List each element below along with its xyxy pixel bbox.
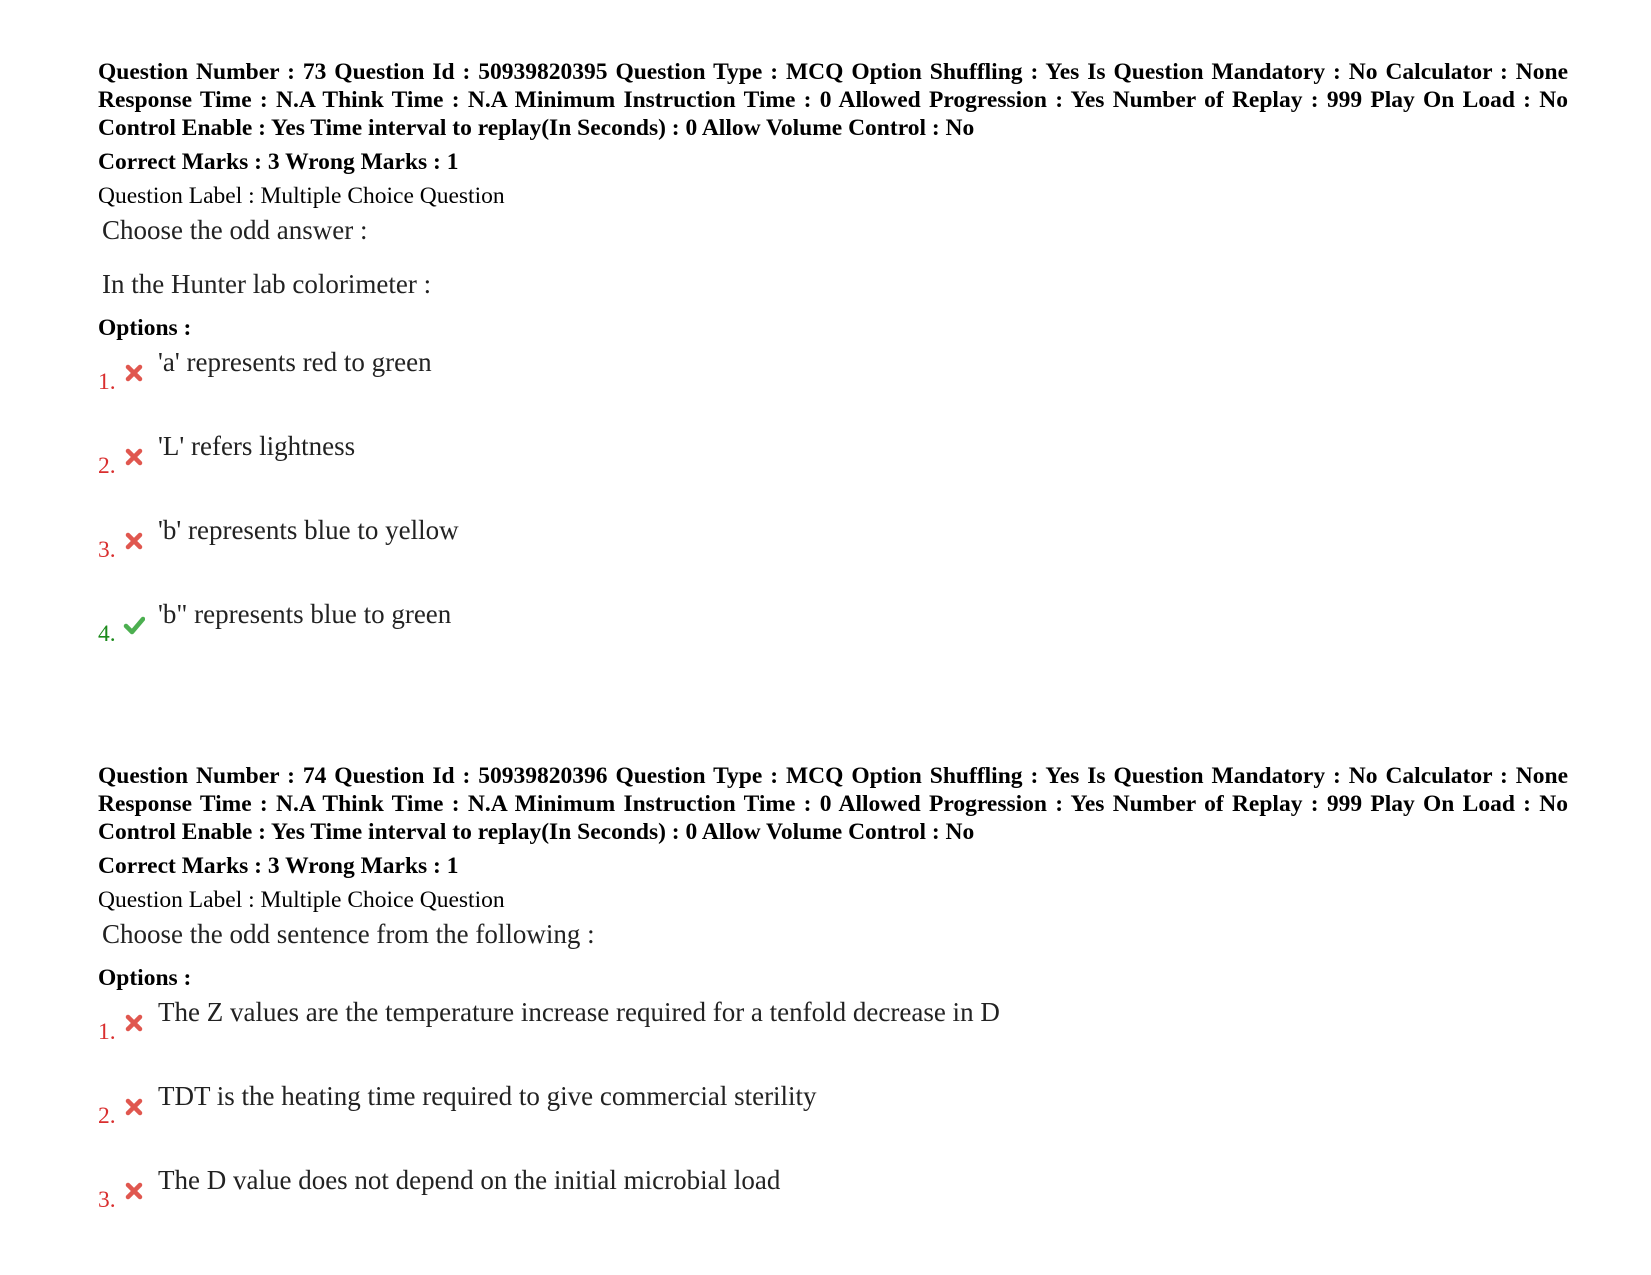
option-item [98,430,1568,514]
cross-icon [123,362,145,384]
option-number: 4. [98,621,116,647]
question-text: Choose the odd sentence from the following : [102,919,595,949]
options-list [98,346,1568,682]
check-icon [123,614,145,636]
option-number: 3. [98,537,116,563]
option-item [98,1164,1568,1248]
option-text: TDT is the heating time required to give commercial sterility [158,1081,817,1111]
option-text: 'b' represents blue to yellow [158,515,459,545]
question-meta: Question Number : 74 Question Id : 50939820396 Question Type : MCQ Option Shuffling : Yes Is Question Mandatory : No Calculator : None Response Time : N.A Think Time : N.A Minimum Instruction Time : 0 Allowed Progression : Yes Number of Replay : 999 Play On Load : No Control Enable : Yes Time interval to replay(In Seconds) : 0 Allow Volume Control : No [98,763,1568,845]
cross-icon [123,530,145,552]
question-text: In the Hunter lab colorimeter : [102,269,432,299]
cross-icon [123,1012,145,1034]
option-item [98,1080,1568,1164]
option-text: 'L' refers lightness [158,431,356,461]
option-number: 1. [98,1019,116,1045]
question-marks: Correct Marks : 3 Wrong Marks : 1 [98,853,459,879]
option-item [98,996,1568,1080]
question-paper [98,58,1568,1248]
cross-icon [123,1096,145,1118]
question-block [98,762,1568,1248]
question-text: Choose the odd answer : [102,215,368,245]
question-meta: Question Number : 73 Question Id : 50939820395 Question Type : MCQ Option Shuffling : Yes Is Question Mandatory : No Calculator : None Response Time : N.A Think Time : N.A Minimum Instruction Time : 0 Allowed Progression : Yes Number of Replay : 999 Play On Load : No Control Enable : Yes Time interval to replay(In Seconds) : 0 Allow Volume Control : No [98,59,1568,141]
question-label: Question Label : Multiple Choice Question [98,887,505,913]
question-marks: Correct Marks : 3 Wrong Marks : 1 [98,149,459,175]
option-number: 3. [98,1187,116,1213]
option-number: 2. [98,453,116,479]
option-text: The Z values are the temperature increase required for a tenfold decrease in D [158,997,1000,1027]
option-number: 2. [98,1103,116,1129]
options-heading: Options : [98,315,192,341]
options-list [98,996,1568,1248]
option-item [98,346,1568,430]
option-text: The D value does not depend on the initial microbial load [158,1165,781,1195]
option-number: 1. [98,369,116,395]
question-block [98,58,1568,682]
options-heading: Options : [98,965,192,991]
option-item [98,598,1568,682]
option-item [98,514,1568,598]
option-text: 'b" represents blue to green [158,599,452,629]
question-label: Question Label : Multiple Choice Question [98,183,505,209]
option-text: 'a' represents red to green [158,347,432,377]
cross-icon [123,446,145,468]
cross-icon [123,1180,145,1202]
